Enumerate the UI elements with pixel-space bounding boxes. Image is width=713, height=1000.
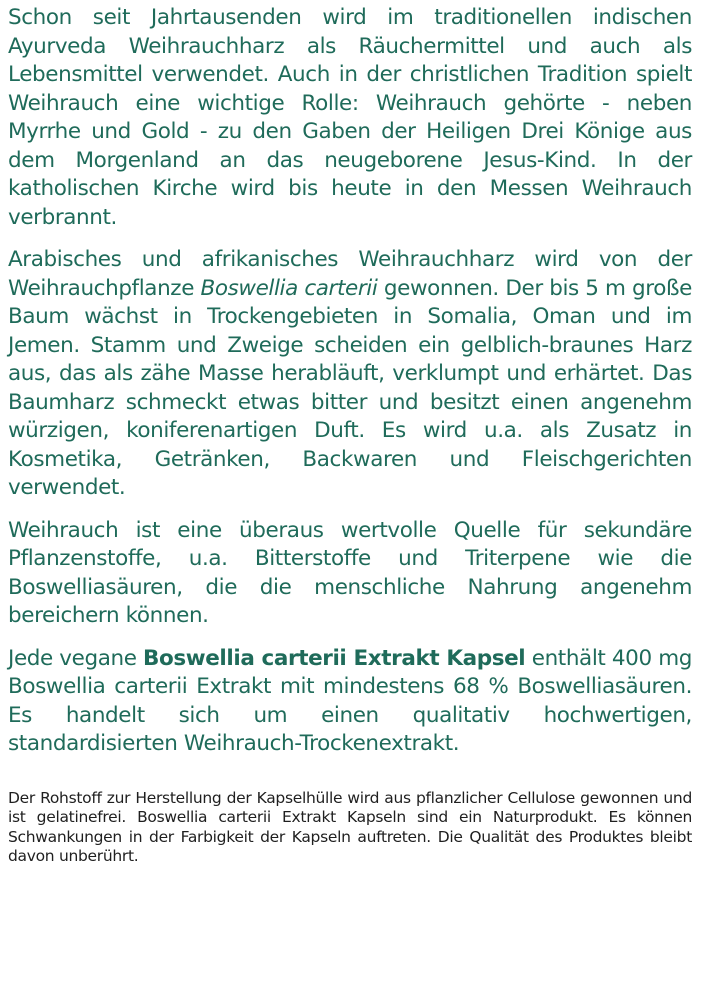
capsule-footnote: Der Rohstoff zur Herstellung der Kapselhülle wird aus pflanzlicher Cellulose gewonnen und ist gelatinefrei. Boswellia carterii Extrakt Kapseln sind ein Naturprodukt. Es können Schwankungen in der Farbigkeit der Kapseln auftreten. Die Qualität des Produktes bleibt davon unberührt. [8,788,692,865]
paragraph-product [8,645,692,759]
plant-text-intro: Arabisches und afrikanisches Weihrauchharz wird von der Weihrauchpflanze [8,247,692,301]
paragraph-plant [8,246,692,503]
plant-text-details: gewonnen. Der bis 5 m große Baum wächst in Trockengebieten in Somalia, Oman und im Jemen. Stamm und Zweige scheiden ein gelblich-braunes Harz aus, das als zähe Masse herabläuft, verklumpt und erhärtet. Das Baumharz schmeckt etwas bitter und besitzt einen angenehm würzigen, koniferenartigen Duft. Es wird u.a. als Zusatz in Kosmetika, Getränken, Backwaren und Fleischgerichten verwendet. [8,275,692,500]
product-text-intro: Jede vegane [8,645,144,671]
document-body [8,4,692,882]
paragraph-history: Schon seit Jahrtausenden wird im traditionellen indischen Ayurveda Weihrauchharz als Räuchermittel und auch als Lebensmittel verwendet. Auch in der christlichen Tradition spielt Weihrauch eine wichtige Rolle: Weihrauch gehörte - neben Myrrhe und Gold - zu den Gaben der Heiligen Drei Könige aus dem Morgenland an das neugeborene Jesus-Kind. In der katholischen Kirche wird bis heute in den Messen Weihrauch verbrannt. [8,5,692,230]
plant-species-name: Boswellia carterii [200,275,378,301]
paragraph-phytochemicals: Weihrauch ist eine überaus wertvolle Quelle für sekundäre Pflanzenstoffe, u.a. Bitterstoffe und Triterpene wie die Boswelliasäuren, die die menschliche Nahrung angenehm bereichern können. [8,517,692,628]
product-text-details: enthält 400 mg Boswellia carterii Extrakt mit mindestens 68 % Boswelliasäuren. Es handelt sich um einen qualitativ hochwertigen, standardisierten Weihrauch-Trockenextrakt. [8,645,692,756]
product-name: Boswellia carterii Extrakt Kapsel [143,645,526,671]
